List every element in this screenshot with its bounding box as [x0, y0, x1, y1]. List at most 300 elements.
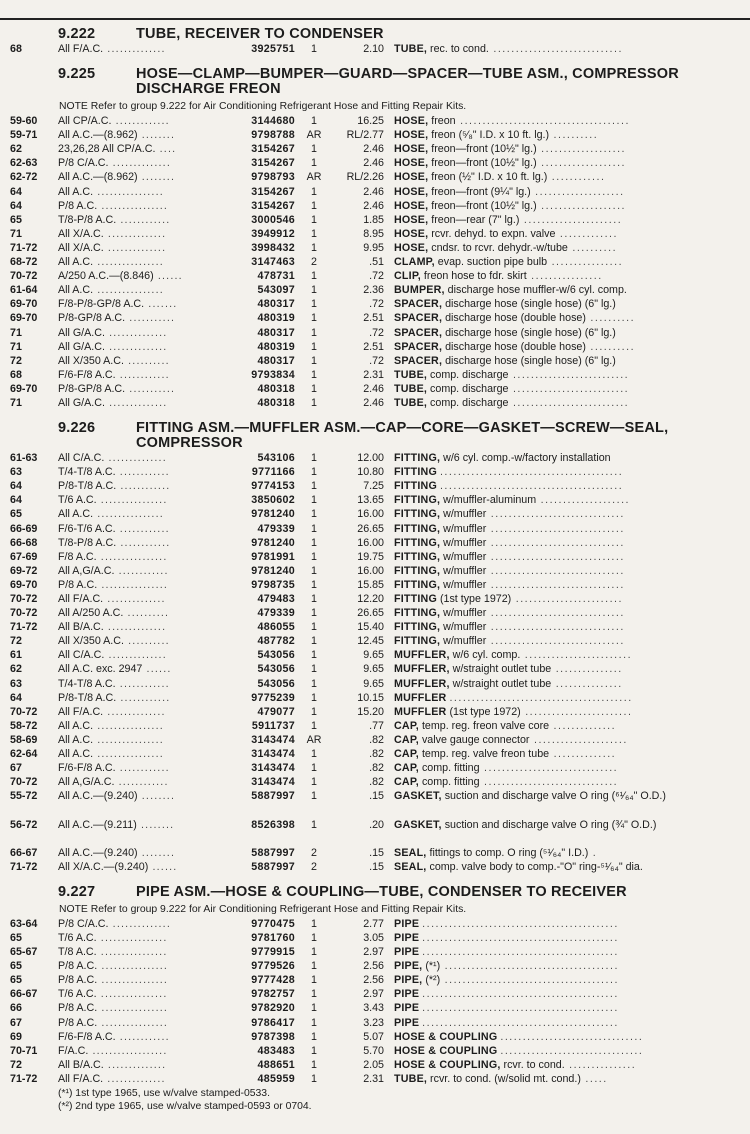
table-row	[0, 536, 750, 550]
description-leader-dots: ..............................	[486, 635, 625, 648]
model-text: All A.C.	[58, 185, 94, 198]
year-cell: 67-69	[10, 550, 38, 563]
model-cell	[58, 987, 225, 1001]
description-name: BUMPER,	[394, 284, 445, 297]
description-cell	[384, 648, 750, 662]
description-detail: comp. discharge	[430, 368, 509, 381]
part-number-cell: 3143474	[251, 762, 295, 775]
year-cell: 70-72	[10, 607, 38, 620]
description-name: HOSE,	[394, 199, 429, 212]
model-text: P/8 A.C.	[58, 960, 98, 973]
price-cell: .82	[369, 748, 384, 761]
model-leader-dots: ................	[93, 719, 164, 732]
part-number-cell: 479077	[257, 705, 295, 718]
model-cell	[58, 185, 225, 199]
description-leader-dots: ..........................	[508, 396, 630, 409]
description-leader-dots: ............................................	[422, 931, 619, 944]
part-number-cell: 479483	[257, 593, 295, 605]
price-cell: 3.23	[363, 1016, 384, 1029]
description-detail: evap. suction pipe bulb	[437, 256, 548, 269]
description-detail: w/muffler	[443, 635, 487, 648]
quantity-cell: 1	[311, 213, 317, 226]
part-number-cell: 543097	[257, 284, 295, 297]
description-name: HOSE & COUPLING,	[394, 1058, 501, 1071]
description-name: PIPE	[394, 931, 420, 944]
quantity-cell: 1	[311, 452, 317, 465]
description-detail: w/muffler	[443, 550, 487, 563]
year-cell: 62-72	[10, 171, 38, 184]
model-text: All B/A.C.	[58, 1058, 104, 1071]
model-leader-dots: ..............	[103, 705, 166, 718]
model-leader-dots: ......	[148, 860, 178, 873]
part-number-cell: 543056	[257, 649, 295, 662]
quantity-cell: 1	[311, 340, 317, 353]
description-leader-dots: .......................................	[440, 960, 619, 973]
year-cell: 69-70	[10, 312, 38, 325]
model-cell	[58, 1044, 225, 1058]
description-name: GASKET,	[394, 818, 442, 831]
description-cell	[384, 255, 750, 269]
model-cell	[58, 493, 225, 507]
description-name: FITTING,	[394, 621, 441, 634]
description-leader-dots: ..............................	[486, 536, 625, 549]
part-number-cell: 480317	[257, 354, 295, 367]
model-text: P/8 A.C.	[58, 199, 98, 212]
model-leader-dots: ..............	[104, 326, 168, 339]
description-detail: discharge hose (single hose) (6" lg.)	[445, 326, 616, 339]
price-cell: 13.65	[357, 494, 384, 507]
table-row	[0, 451, 750, 465]
table-row	[0, 775, 750, 789]
quantity-cell: 1	[311, 508, 317, 521]
model-leader-dots: ..............	[108, 157, 172, 170]
table-row	[0, 1030, 750, 1044]
model-leader-dots: ............	[114, 776, 169, 789]
model-text: All F/A.C.	[58, 705, 104, 718]
quantity-cell: AR	[306, 129, 322, 142]
description-detail: suction and discharge valve O ring (¾" O.D.)	[444, 818, 657, 831]
quantity-cell: 1	[311, 536, 317, 549]
model-leader-dots: ................	[96, 931, 168, 944]
description-cell	[384, 507, 750, 521]
quantity-cell: 1	[311, 522, 317, 535]
quantity-cell: 1	[311, 818, 317, 831]
table-row	[0, 578, 750, 592]
model-cell	[58, 959, 225, 973]
year-cell: 66	[10, 1002, 22, 1015]
model-leader-dots: ............	[116, 691, 171, 704]
description-detail: freon (⁵⁄₈" I.D. x 10 ft. lg.)	[431, 129, 550, 142]
description-leader-dots: ......................	[519, 213, 623, 226]
model-cell	[58, 677, 225, 691]
quantity-cell: 2	[311, 860, 317, 873]
description-name: GASKET,	[394, 790, 442, 803]
description-cell	[384, 860, 750, 874]
table-row	[0, 354, 750, 368]
description-cell	[384, 662, 750, 676]
part-number-cell: 479339	[257, 607, 295, 620]
model-leader-dots: ................	[93, 508, 164, 521]
quantity-cell: 1	[311, 43, 317, 55]
description-leader-dots: ........................	[511, 593, 623, 605]
model-leader-dots: ................	[97, 199, 169, 212]
model-cell	[58, 860, 225, 874]
price-cell: 2.10	[363, 43, 384, 55]
description-leader-dots: ...................	[536, 157, 627, 170]
description-name: TUBE,	[394, 396, 428, 409]
year-cell: 62	[10, 143, 22, 156]
model-leader-dots: ................	[97, 974, 169, 987]
description-leader-dots: ..........	[567, 241, 618, 254]
part-number-cell: 9798788	[251, 129, 295, 142]
description-name: FITTING,	[394, 536, 441, 549]
part-number-cell: 8526398	[251, 818, 295, 831]
year-cell: 71	[10, 227, 22, 240]
year-cell: 69-72	[10, 564, 38, 577]
table-row	[0, 396, 750, 410]
description-name: SPACER,	[394, 312, 443, 325]
model-text: All A,G/A.C.	[58, 776, 115, 789]
price-cell: 9.65	[363, 663, 384, 676]
part-number-cell: 479339	[257, 522, 295, 535]
table-row	[0, 860, 750, 874]
description-name: SEAL,	[394, 846, 427, 859]
model-text: P/8 A.C.	[58, 1016, 98, 1029]
quantity-cell: 1	[311, 466, 317, 479]
section-gap	[0, 410, 750, 418]
model-text: All A.C.	[58, 748, 94, 761]
part-number-cell: 3998432	[251, 241, 295, 254]
description-name: FITTING,	[394, 494, 441, 507]
model-cell	[58, 1058, 225, 1072]
price-cell: 8.95	[363, 227, 384, 240]
price-cell: 15.85	[357, 578, 384, 591]
model-leader-dots: ..............	[103, 1058, 167, 1071]
part-number-cell: 9781991	[251, 550, 295, 563]
description-leader-dots: ................................	[500, 1030, 644, 1043]
model-text: All F/A.C.	[58, 593, 104, 605]
description-detail: freon—front (10½" lg.)	[431, 143, 537, 156]
model-leader-dots: ................	[93, 185, 164, 198]
description-name: HOSE,	[394, 115, 429, 128]
quantity-cell: 1	[311, 621, 317, 634]
part-number-cell: 3154267	[251, 143, 295, 156]
part-number-cell: 9781240	[251, 536, 295, 549]
price-cell: 12.20	[357, 593, 384, 605]
model-text: All B/A.C.	[58, 621, 104, 634]
price-cell: 2.46	[363, 157, 384, 170]
quantity-cell: 1	[311, 157, 317, 170]
table-row	[0, 550, 750, 564]
model-text: P/8 C/A.C.	[58, 157, 109, 170]
model-leader-dots: ............	[115, 677, 170, 690]
price-cell: 16.00	[357, 536, 384, 549]
model-leader-dots: ..............	[103, 593, 166, 605]
table-row	[0, 297, 750, 311]
description-detail: w/straight outlet tube	[452, 663, 552, 676]
table-row	[0, 311, 750, 325]
table-row	[0, 973, 750, 987]
description-detail: w/muffler	[443, 578, 487, 591]
quantity-cell: 1	[311, 946, 317, 959]
description-cell	[384, 522, 750, 536]
model-text: All F/A.C.	[58, 43, 104, 55]
description-cell	[384, 114, 750, 128]
model-cell	[58, 311, 225, 325]
price-cell: 10.15	[357, 691, 384, 704]
year-cell: 64	[10, 199, 22, 212]
table-row	[0, 747, 750, 761]
description-cell	[384, 142, 750, 156]
part-number-cell: 3154267	[251, 199, 295, 212]
description-leader-dots: ............................................	[422, 1016, 619, 1029]
description-leader-dots: .........................................	[439, 480, 624, 493]
description-detail: freon	[431, 115, 456, 128]
table-row	[0, 1072, 750, 1086]
model-leader-dots: .......	[144, 298, 178, 311]
model-cell	[58, 297, 225, 311]
model-cell	[58, 241, 225, 255]
description-cell	[384, 368, 750, 382]
table-row	[0, 1001, 750, 1015]
year-cell: 69-70	[10, 578, 38, 591]
model-leader-dots: ................	[97, 960, 169, 973]
part-number-cell: 3949912	[251, 227, 295, 240]
section-title: HOSE—CLAMP—BUMPER—GUARD—SPACER—TUBE ASM., COMPRESSOR DISCHARGE FREON	[136, 66, 679, 98]
part-number-cell: 487782	[257, 635, 295, 648]
description-name: FITTING,	[394, 522, 441, 535]
year-cell: 62-63	[10, 157, 38, 170]
model-cell	[58, 199, 225, 213]
description-name: HOSE,	[394, 143, 429, 156]
model-leader-dots: ................	[96, 494, 168, 507]
part-number-cell: 5887997	[251, 790, 295, 803]
quantity-cell: 1	[311, 564, 317, 577]
model-cell	[58, 1030, 225, 1044]
price-cell: 15.20	[357, 705, 384, 718]
description-cell	[384, 199, 750, 213]
description-name: PIPE	[394, 988, 420, 1001]
quantity-cell: 1	[311, 298, 317, 311]
price-cell: .15	[369, 790, 384, 803]
quantity-cell: AR	[306, 171, 322, 184]
description-detail: discharge hose (double hose)	[445, 312, 586, 325]
year-cell: 70-71	[10, 1044, 38, 1057]
model-cell	[58, 340, 225, 354]
part-number-cell: 9770475	[251, 917, 295, 930]
description-name: HOSE,	[394, 171, 429, 184]
model-cell	[58, 128, 225, 142]
description-detail: w/muffler	[443, 508, 487, 521]
model-leader-dots: ............	[115, 1030, 170, 1043]
part-number-cell: 9786417	[251, 1016, 295, 1029]
description-leader-dots: ..............................	[486, 621, 625, 634]
quantity-cell: 1	[311, 480, 317, 493]
model-leader-dots: ......	[153, 270, 183, 283]
model-leader-dots: .............	[111, 115, 170, 128]
part-number-cell: 543106	[257, 452, 295, 465]
footnotes	[0, 1087, 750, 1113]
model-text: F/8 A.C.	[58, 550, 97, 563]
description-cell	[384, 354, 750, 368]
model-leader-dots: ..............	[104, 340, 168, 353]
description-leader-dots: ........................	[520, 705, 633, 718]
model-text: All A.C.—(9.211)	[58, 818, 137, 831]
description-detail: freon (½" I.D. x 10 ft. lg.)	[431, 171, 548, 184]
footnote: (*¹) 1st type 1965, use w/valve stamped-0533.	[58, 1088, 270, 1099]
model-leader-dots: ..............	[104, 452, 167, 465]
section-note: NOTE Refer to group 9.222 for Air Conditioning Refrigerant Hose and Fitting Repair Kits.	[59, 101, 467, 113]
year-cell: 70-72	[10, 593, 38, 605]
description-detail: temp. reg. valve freon tube	[421, 748, 550, 761]
quantity-cell: 1	[311, 635, 317, 648]
description-name: MUFFLER	[394, 691, 447, 704]
description-cell	[384, 550, 750, 564]
model-text: P/8-GP/8 A.C.	[58, 312, 126, 325]
part-number-cell: 488651	[257, 1058, 295, 1071]
description-detail: discharge hose (single hose) (6" lg.)	[445, 354, 616, 367]
model-text: All C/A.C.	[58, 649, 105, 662]
model-cell	[58, 1001, 225, 1015]
year-cell: 63	[10, 466, 22, 479]
part-number-cell: 483483	[257, 1044, 295, 1057]
price-cell: 2.56	[363, 974, 384, 987]
model-cell	[58, 326, 225, 340]
quantity-cell: 1	[311, 227, 317, 240]
table-row	[0, 620, 750, 634]
description-leader-dots: .	[588, 846, 598, 859]
description-cell	[384, 973, 750, 987]
part-number-cell: 9793834	[251, 368, 295, 381]
quantity-cell: 1	[311, 185, 317, 198]
price-cell: .72	[369, 354, 384, 367]
model-text: F/8-P/8-GP/8 A.C.	[58, 298, 145, 311]
price-cell: 9.65	[363, 677, 384, 690]
description-leader-dots: ..............	[549, 719, 617, 732]
quantity-cell: 1	[311, 790, 317, 803]
part-number-cell: 9775239	[251, 691, 295, 704]
table-row	[0, 691, 750, 705]
description-cell	[384, 213, 750, 227]
year-cell: 71-72	[10, 1072, 38, 1085]
model-leader-dots: ...........	[125, 382, 176, 395]
quantity-cell: 1	[311, 988, 317, 1001]
model-text: All A/250 A.C.	[58, 607, 124, 620]
quantity-cell: 1	[311, 960, 317, 973]
quantity-cell: 1	[311, 691, 317, 704]
part-number-cell: 543056	[257, 677, 295, 690]
price-cell: 2.46	[363, 199, 384, 212]
quantity-cell: 1	[311, 719, 317, 732]
table-row	[0, 733, 750, 747]
price-cell: .77	[369, 719, 384, 732]
part-number-cell: 480319	[257, 340, 295, 353]
table-row	[0, 255, 750, 269]
model-text: T/6 A.C.	[58, 931, 97, 944]
description-leader-dots: ................	[547, 256, 624, 269]
model-cell	[58, 213, 225, 227]
part-number-cell: 3154267	[251, 185, 295, 198]
description-leader-dots: ..............................	[486, 550, 625, 563]
model-leader-dots: ...........	[125, 312, 176, 325]
year-cell: 71-72	[10, 241, 38, 254]
description-detail: temp. reg. freon valve core	[421, 719, 550, 732]
part-number-cell: 9782920	[251, 1002, 295, 1015]
table-row	[0, 227, 750, 241]
part-number-cell: 9781760	[251, 931, 295, 944]
quantity-cell: 1	[311, 607, 317, 620]
description-detail: fittings to comp. O ring (⁵¹⁄₆₄" I.D.)	[429, 846, 589, 859]
model-cell	[58, 114, 225, 128]
table-row	[0, 662, 750, 676]
description-leader-dots: ..............................	[479, 762, 619, 775]
table-row	[0, 719, 750, 733]
description-name: TUBE,	[394, 368, 428, 381]
price-cell: 2.77	[363, 917, 384, 930]
quantity-cell: 1	[311, 974, 317, 987]
model-text: All X/350 A.C.	[58, 354, 124, 367]
description-cell	[384, 564, 750, 578]
table-row	[0, 283, 750, 297]
table-row	[0, 1044, 750, 1058]
description-cell	[384, 775, 750, 789]
description-name: TUBE,	[394, 382, 428, 395]
description-name: SEAL,	[394, 860, 427, 873]
part-number-cell: 9781240	[251, 564, 295, 577]
year-cell: 66-68	[10, 536, 38, 549]
year-cell: 65	[10, 974, 22, 987]
section-note: NOTE Refer to group 9.222 for Air Conditioning Refrigerant Hose and Fitting Repair Kits.	[59, 903, 467, 915]
description-detail: w/muffler	[443, 621, 487, 634]
description-name: HOSE,	[394, 227, 429, 240]
description-leader-dots: ...............	[551, 663, 623, 676]
description-leader-dots: ..........	[585, 312, 636, 325]
model-text: All A.C.	[58, 256, 94, 269]
description-detail: freon—front (9¼" lg.)	[431, 185, 531, 198]
price-cell: 2.46	[363, 396, 384, 409]
description-detail: comp. discharge	[430, 382, 509, 395]
model-text: F/A.C.	[58, 1044, 89, 1057]
year-cell: 65	[10, 931, 22, 944]
parts-catalog-page	[0, 24, 750, 1113]
description-name: HOSE,	[394, 185, 429, 198]
model-text: All CP/A.C.	[58, 115, 112, 128]
model-leader-dots: ................	[96, 946, 168, 959]
part-number-cell: 9787398	[251, 1030, 295, 1043]
price-cell: 26.65	[357, 522, 384, 535]
quantity-cell: 1	[311, 1016, 317, 1029]
section-number: 9.227	[58, 883, 96, 900]
model-text: All A.C.	[58, 719, 94, 732]
description-cell	[384, 606, 750, 620]
description-cell	[384, 987, 750, 1001]
model-text: P/8-GP/8 A.C.	[58, 382, 126, 395]
price-cell: 7.25	[363, 480, 384, 493]
quantity-cell: AR	[306, 733, 322, 746]
quantity-cell: 1	[311, 270, 317, 283]
description-name: FITTING	[394, 593, 437, 605]
year-cell: 66-69	[10, 522, 38, 535]
part-number-cell: 5887997	[251, 860, 295, 873]
model-leader-dots: ......	[142, 663, 172, 676]
section-number: 9.222	[58, 26, 96, 42]
description-leader-dots: .....................	[529, 733, 628, 746]
table-row	[0, 1016, 750, 1030]
quantity-cell: 1	[311, 368, 317, 381]
description-leader-dots: ............	[547, 171, 606, 184]
price-cell: 16.25	[357, 115, 384, 128]
description-name: HOSE & COUPLING	[394, 1030, 498, 1043]
